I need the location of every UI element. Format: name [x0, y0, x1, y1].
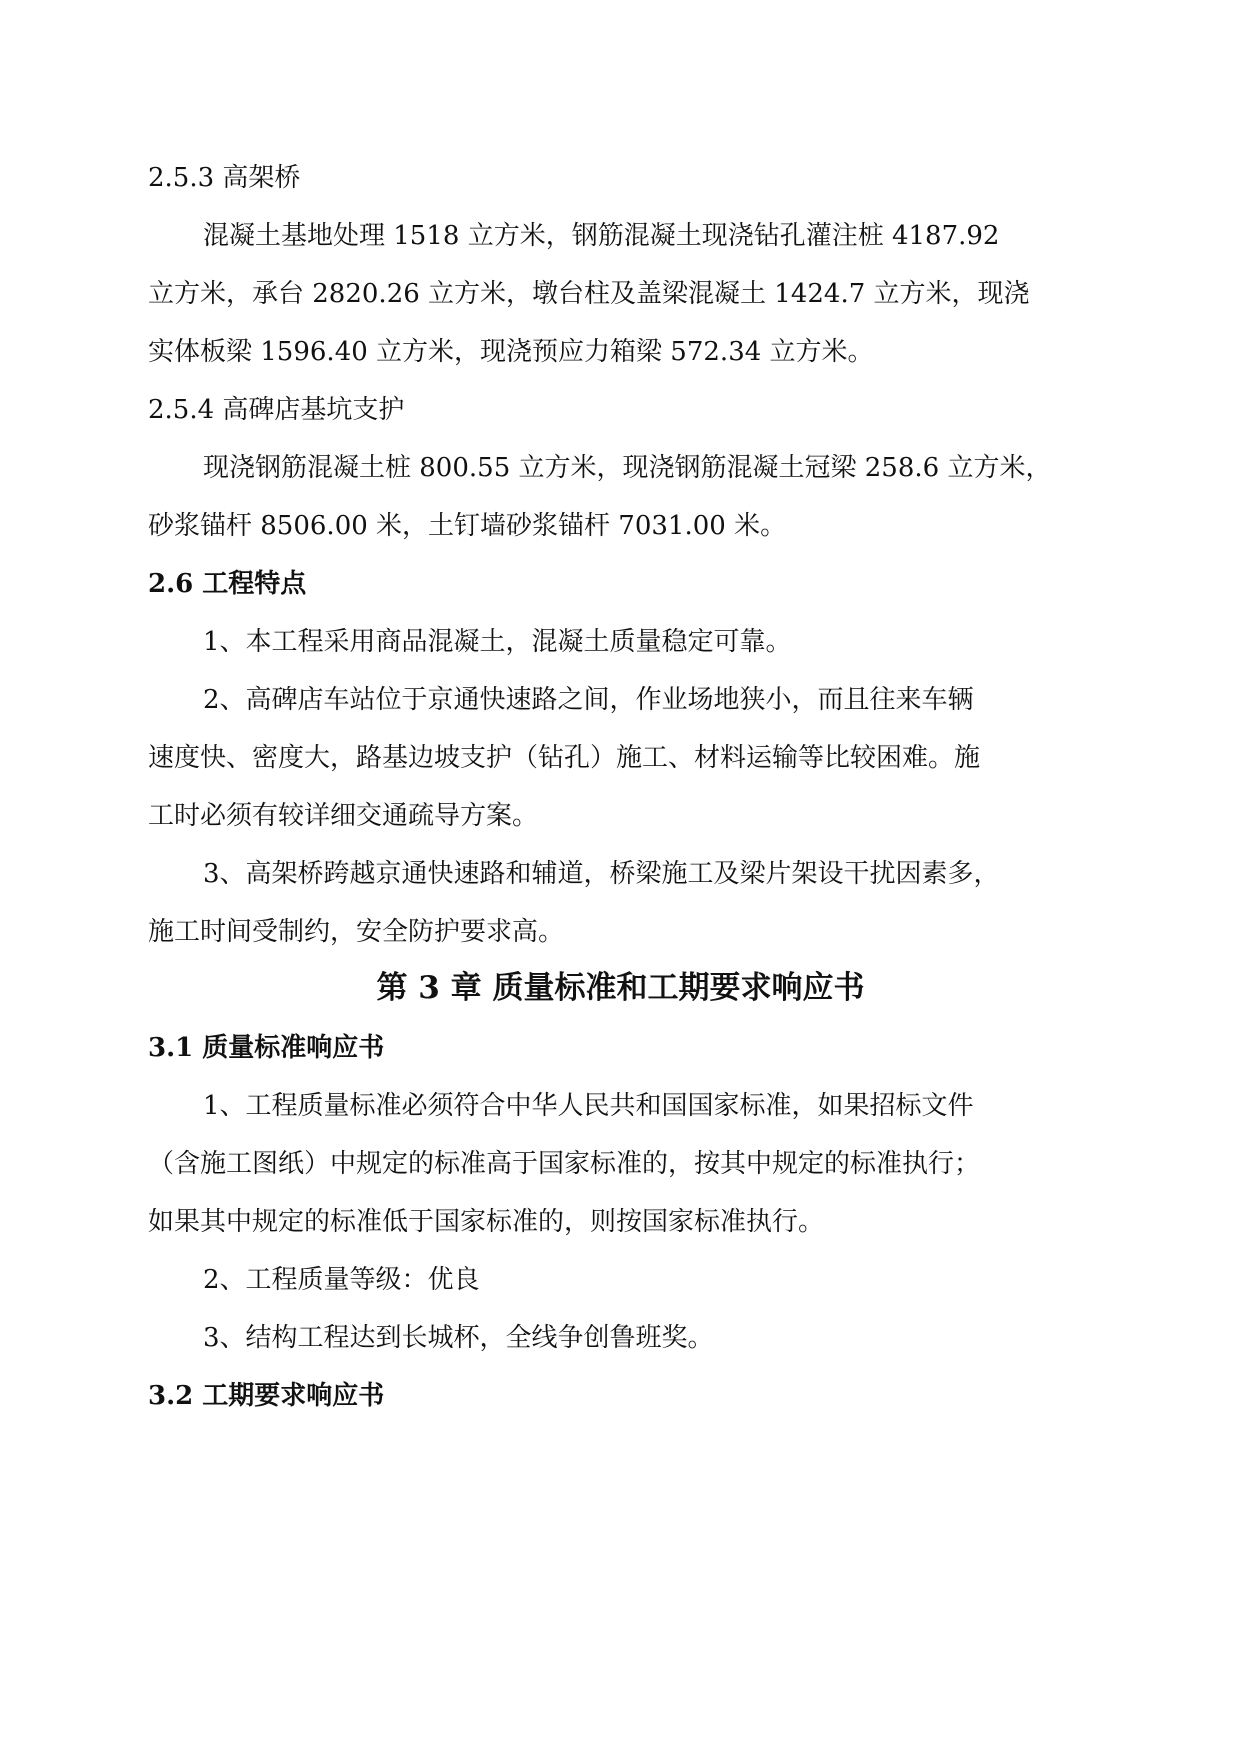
paragraph-line: 速度快、密度大，路基边坡支护（钻孔）施工、材料运输等比较困难。施	[148, 743, 981, 773]
section-heading-3-1: 3.1 质量标准响应书	[148, 1033, 385, 1063]
paragraph-line: 3、结构工程达到长城杯，全线争创鲁班奖。	[203, 1323, 714, 1353]
paragraph-line: 2、高碑店车站位于京通快速路之间，作业场地狭小，而且往来车辆	[203, 685, 974, 715]
paragraph-line: 如果其中规定的标准低于国家标准的，则按国家标准执行。	[148, 1207, 825, 1237]
paragraph-line: 1、本工程采用商品混凝土，混凝土质量稳定可靠。	[203, 627, 792, 657]
chapter-title: 第 3 章 质量标准和工期要求响应书	[376, 970, 865, 1006]
paragraph-line: 混凝土基地处理 1518 立方米，钢筋混凝土现浇钻孔灌注桩 4187.92	[203, 221, 1000, 251]
paragraph-line: 砂浆锚杆 8506.00 米，土钉墙砂浆锚杆 7031.00 米。	[148, 511, 787, 541]
section-heading-2-6: 2.6 工程特点	[148, 569, 307, 599]
paragraph-line: 实体板梁 1596.40 立方米，现浇预应力箱梁 572.34 立方米。	[148, 337, 874, 367]
paragraph-line: 施工时间受制约，安全防护要求高。	[148, 917, 565, 947]
section-heading-2-5-3: 2.5.3 高架桥	[148, 163, 301, 193]
paragraph-line: 工时必须有较详细交通疏导方案。	[148, 801, 539, 831]
paragraph-line: （含施工图纸）中规定的标准高于国家标准的，按其中规定的标准执行；	[148, 1149, 981, 1179]
paragraph-line: 2、工程质量等级：优良	[203, 1265, 480, 1295]
paragraph-line: 1、工程质量标准必须符合中华人民共和国国家标准，如果招标文件	[203, 1091, 974, 1121]
paragraph-line: 现浇钢筋混凝土桩 800.55 立方米，现浇钢筋混凝土冠梁 258.6 立方米，	[203, 453, 1052, 483]
paragraph-line: 立方米，承台 2820.26 立方米，墩台柱及盖梁混凝土 1424.7 立方米，现浇	[148, 279, 1030, 309]
paragraph-line: 3、高架桥跨越京通快速路和辅道，桥梁施工及梁片架设干扰因素多，	[203, 859, 1000, 889]
section-heading-3-2: 3.2 工期要求响应书	[148, 1381, 385, 1411]
section-heading-2-5-4: 2.5.4 高碑店基坑支护	[148, 395, 405, 425]
